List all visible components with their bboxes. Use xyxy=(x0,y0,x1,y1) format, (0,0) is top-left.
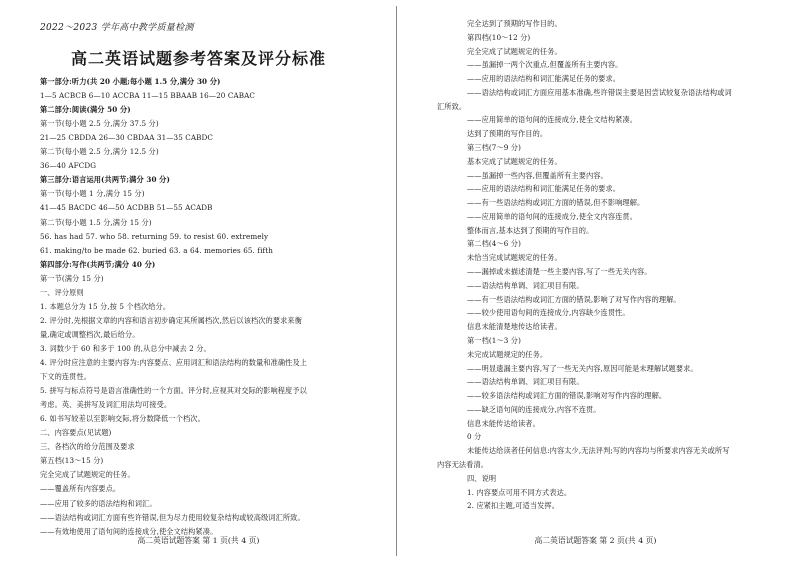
left-text-line: 2. 评分时,先根据文章的内容和语言初步确定其所属档次,然后以该档次的要求来衡 xyxy=(40,315,302,325)
right-text-line: ——应用的语法结构和词汇能满足任务的要求。 xyxy=(467,74,621,84)
right-text-line: 未完成试题规定的任务。 xyxy=(467,349,548,359)
left-text-line: ——语法结构或词汇方面有些许错误,但为尽力使用较复杂结构或较高级词汇所致。 xyxy=(40,512,305,522)
right-text-line: 汇所致。 xyxy=(437,101,467,111)
left-text-line: 56. has had 57. who 58. returning 59. to resist 60. extremely xyxy=(40,231,269,241)
left-text-line: 3. 词数少于 60 和多于 100 的,从总分中减去 2 分。 xyxy=(40,343,211,353)
left-text-line: 第一部分:听力(共 20 小题;每小题 1.5 分,满分 30 分) xyxy=(40,77,221,86)
right-text-line: 信息未能传达给读者。 xyxy=(467,418,540,428)
left-text-line: 4. 评分时应注意的主要内容为:内容要点、应用词汇和语法结构的数量和准确性及上 xyxy=(40,358,308,367)
left-text-line: 1—5 ACBCB 6—10 ACCBA 11—15 BBAAB 16—20 CABAC xyxy=(40,91,256,101)
right-text-line: 第二档(4～6 分) xyxy=(467,239,521,249)
left-text-line: 61. making/to be made 62. buried 63. a 64. memories 65. fifth xyxy=(40,245,273,255)
left-text-line: 第二部分:阅读(满分 50 分) xyxy=(40,105,131,115)
right-text-line: 未恰当完成试题规定的任务。 xyxy=(467,253,562,263)
left-text-line: 21—25 CBDDA 26—30 CBDAA 31—35 CABDC xyxy=(40,133,214,143)
right-text-line: 四、说明 xyxy=(467,473,497,483)
right-text-line: 基本完成了试题规定的任务。 xyxy=(467,156,562,166)
page-title: 高二英语试题参考答案及评分标准 xyxy=(70,49,326,68)
left-text-line: 下文的连贯性。 xyxy=(40,372,92,382)
right-text-line: ——漏掉或未描述清楚一些主要内容,写了一些无关内容。 xyxy=(467,267,652,277)
left-text-line: 三、各档次的给分范围及要求 xyxy=(40,442,135,452)
left-text-line: 1. 本题总分为 15 分,按 5 个档次给分。 xyxy=(40,301,171,311)
left-text-line: 第一节(满分 15 分) xyxy=(40,273,104,283)
right-text-line: 完全达到了预期的写作目的。 xyxy=(467,19,562,28)
right-footer: 高二英语试题答案 第 2 页(共 4 页) xyxy=(534,536,657,545)
left-footer: 高二英语试题答案 第 1 页(共 4 页) xyxy=(137,536,260,545)
left-text-line: 二、内容要点(见试题) xyxy=(40,428,112,438)
right-text-line: ——较少使用语句间的连接成分,内容缺少连贯性。 xyxy=(467,308,630,318)
right-text-line: 完全完成了试题规定的任务。 xyxy=(467,46,562,56)
right-text-line: 信息未能清楚地传达给读者。 xyxy=(467,322,562,332)
exam-header: 2022～2023 学年高中教学质量检测 xyxy=(40,23,194,33)
right-text-line: ——应用简单的语句间的连接成分,使全文内容连贯。 xyxy=(467,211,637,221)
right-text-line: 未能传达给读者任何信息:内容太少,无法评判;写的内容均与所要求内容无关或所写 xyxy=(467,446,730,456)
right-text-line: 1. 内容要点可用不同方式表达。 xyxy=(467,487,572,497)
right-text-line: 2. 应紧扣主题,可适当发挥。 xyxy=(467,501,559,511)
left-text-line: 第一节(每小题 1 分,满分 15 分) xyxy=(40,189,145,199)
left-text-line: 一、评分原则 xyxy=(40,287,84,297)
right-text-line: ——应用简单的语句间的连接成分,使全文结构紧凑。 xyxy=(467,115,637,125)
right-text-line: 达到了预期的写作目的。 xyxy=(467,129,548,139)
right-text-line: 整体而言,基本达到了预期的写作目的。 xyxy=(467,225,594,235)
left-text-line: 第二节(每小题 1.5 分,满分 15 分) xyxy=(40,217,152,227)
left-text-line: 第一节(每小题 2.5 分,满分 37.5 分) xyxy=(40,119,159,129)
left-text-line: 第三部分:语言运用(共两节;满分 30 分) xyxy=(40,175,170,185)
right-text-line: ——虽漏掉一两个次重点,但覆盖所有主要内容。 xyxy=(467,60,623,70)
left-text-line: 考虑。英、美拼写及词汇用法均可接受。 xyxy=(40,400,172,410)
right-page xyxy=(397,0,794,562)
left-text-line: 36—40 AFCDG xyxy=(40,161,97,171)
right-text-line: 第四档(10～12 分) xyxy=(467,32,531,42)
right-text-line: ——有一些语法结构或词汇方面的错误,但不影响理解。 xyxy=(467,198,645,208)
right-text-line: ——缺乏语句间的连接成分,内容不连贯。 xyxy=(467,404,601,414)
left-text-line: 完全完成了试题规定的任务。 xyxy=(40,470,135,480)
right-text-line: ——虽漏掉一些内容,但覆盖所有主要内容。 xyxy=(467,170,608,180)
left-text-line: ——覆盖所有内容要点。 xyxy=(40,484,121,494)
left-text-line: 第二节(每小题 2.5 分,满分 12.5 分) xyxy=(40,147,159,157)
left-text-line: 第五档(13～15 分) xyxy=(40,456,104,466)
right-text-line: 第三档(7～9 分) xyxy=(467,143,521,153)
left-text-line: 6. 如书写较差以至影响交际,将分数降低一个档次。 xyxy=(40,414,205,424)
right-text-line: ——明显遗漏主要内容,写了一些无关内容,原因可能是未理解试题要求。 xyxy=(467,363,698,373)
left-text-line: 第四部分:写作(共两节;满分 40 分) xyxy=(40,259,156,269)
right-text-line: ——较多语法结构或词汇方面的错误,影响对写作内容的理解。 xyxy=(467,391,667,401)
right-text-line: 内容无法看清。 xyxy=(437,459,489,469)
right-text-line: ——语法结构单调、词汇项目有限。 xyxy=(467,280,584,290)
left-text-line: 41—45 BACDC 46—50 ACDBB 51—55 ACADB xyxy=(40,203,213,213)
right-text-line: ——语法结构或词汇方面应用基本准确,些许错误主要是因尝试较复杂语法结构或词 xyxy=(467,87,732,97)
left-text-line: ——有效地使用了语句间的连接成分,使全文结构紧凑。 xyxy=(40,526,218,536)
left-text-line: 5. 拼写与标点符号是语言准确性的一个方面。评分时,应视其对交际的影响程度予以 xyxy=(40,386,307,396)
left-text-line: ——应用了较多的语法结构和词汇。 xyxy=(40,498,157,508)
right-text-line: ——有一些语法结构或词汇方面的错误,影响了对写作内容的理解。 xyxy=(467,294,681,304)
right-text-line: 第一档(1～3 分) xyxy=(467,335,521,345)
right-text-line: ——应用的语法结构和词汇能满足任务的要求。 xyxy=(467,184,621,194)
right-text-line: ——语法结构单调、词汇项目有限。 xyxy=(467,377,584,387)
right-text-line: 0 分 xyxy=(467,432,482,442)
left-text-line: 量,确定或调整档次,最后给分。 xyxy=(40,329,140,339)
